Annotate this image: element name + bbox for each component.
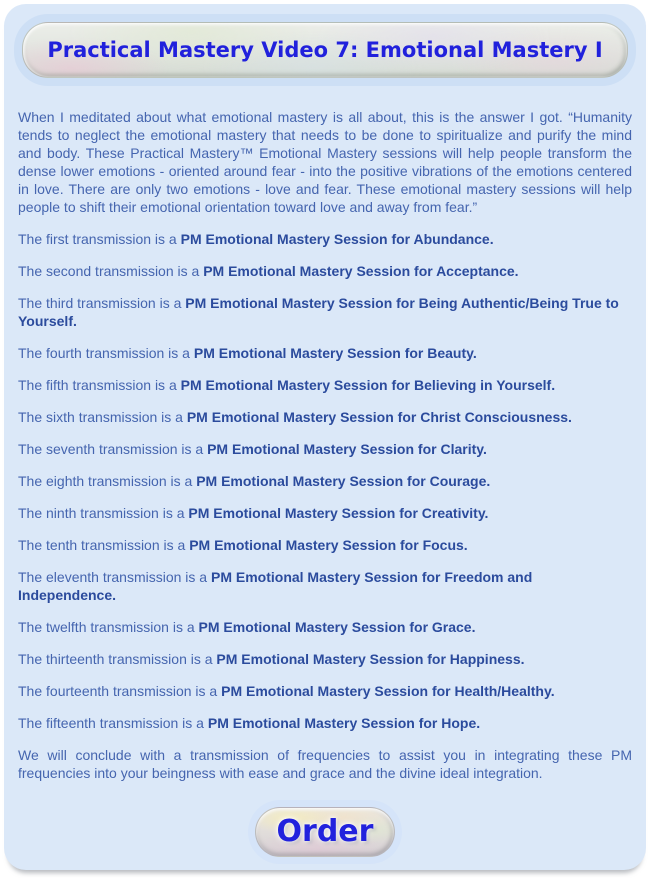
- transmission-prefix: The eleventh transmission is a: [18, 569, 211, 585]
- content-panel: [4, 4, 646, 870]
- transmission-item: [18, 618, 632, 636]
- transmission-item: [18, 682, 632, 700]
- transmission-session: PM Emotional Mastery Session for Health/Healthy.: [221, 683, 555, 699]
- transmission-prefix: The thirteenth transmission is a: [18, 651, 217, 667]
- transmission-item: [18, 568, 632, 604]
- transmission-session: PM Emotional Mastery Session for Creativity.: [188, 505, 489, 521]
- transmission-prefix: The tenth transmission is a: [18, 537, 190, 553]
- transmission-session: PM Emotional Mastery Session for Being Authentic/Being True to Yourself.: [18, 295, 619, 329]
- transmission-item: [18, 262, 632, 280]
- transmission-prefix: The fifteenth transmission is a: [18, 715, 208, 731]
- transmission-session: PM Emotional Mastery Session for Abundance.: [180, 231, 494, 247]
- transmission-prefix: The first transmission is a: [18, 231, 181, 247]
- transmission-item: [18, 536, 632, 554]
- transmission-item: [18, 408, 632, 426]
- transmission-session: PM Emotional Mastery Session for Happiness.: [216, 651, 525, 667]
- transmission-session: PM Emotional Mastery Session for Clarity.: [207, 441, 487, 457]
- transmission-item: [18, 714, 632, 732]
- transmission-prefix: The fifth transmission is a: [18, 377, 181, 393]
- transmission-prefix: The ninth transmission is a: [18, 505, 189, 521]
- transmission-prefix: The second transmission is a: [18, 263, 204, 279]
- transmission-item: [18, 440, 632, 458]
- transmission-item: [18, 650, 632, 668]
- transmission-prefix: The sixth transmission is a: [18, 409, 187, 425]
- transmission-session: PM Emotional Mastery Session for Believing in Yourself.: [180, 377, 556, 393]
- transmission-prefix: The third transmission is a: [18, 295, 186, 311]
- transmission-prefix: The fourth transmission is a: [18, 345, 194, 361]
- transmission-session: PM Emotional Mastery Session for Hope.: [207, 715, 481, 731]
- transmission-prefix: The fourteenth transmission is a: [18, 683, 222, 699]
- page-body: [14, 86, 636, 864]
- transmission-session: PM Emotional Mastery Session for Focus.: [189, 537, 468, 553]
- conclusion-paragraph: We will conclude with a transmission of frequencies to assist you in integrating these PM frequencies into your beingness with ease and grace and the divine ideal integration.: [18, 747, 632, 781]
- transmission-item: [18, 294, 632, 330]
- transmission-session: PM Emotional Mastery Session for Beauty.: [193, 345, 477, 361]
- transmission-item: [18, 376, 632, 394]
- intro-paragraph: When I meditated about what emotional mastery is all about, this is the answer I got. “Humanity tends to neglect the emotional mastery that needs to be done to spiritualize and purify the mind and body. These Practical Mastery™ Emotional Mastery sessions will help people transform the dense lower emotions - oriented around fear - into the positive vibrations of the emotions centered in love. There are only two emotions - love and fear. These emotional mastery sessions will help people to shift their emotional orientation toward love and away from fear.”: [18, 109, 632, 215]
- order-button[interactable]: [248, 800, 402, 864]
- transmission-item: [18, 472, 632, 490]
- transmission-prefix: The twelfth transmission is a: [18, 619, 199, 635]
- transmission-prefix: The eighth transmission is a: [18, 473, 197, 489]
- title-banner: [14, 14, 636, 86]
- transmission-item: [18, 230, 632, 248]
- transmission-session: PM Emotional Mastery Session for Christ Consciousness.: [186, 409, 572, 425]
- transmission-item: [18, 344, 632, 362]
- transmission-item: [18, 504, 632, 522]
- transmission-session: PM Emotional Mastery Session for Courage.: [196, 473, 491, 489]
- transmission-session: PM Emotional Mastery Session for Grace.: [198, 619, 476, 635]
- title-banner-pill: [22, 22, 628, 78]
- transmission-session: PM Emotional Mastery Session for Freedom and Independence.: [18, 569, 533, 603]
- page-title: Practical Mastery Video 7: Emotional Mastery I: [47, 38, 603, 62]
- order-button-label[interactable]: Order: [276, 814, 374, 849]
- transmission-prefix: The seventh transmission is a: [18, 441, 208, 457]
- order-button-pill[interactable]: [255, 807, 395, 857]
- transmission-session: PM Emotional Mastery Session for Acceptance.: [203, 263, 519, 279]
